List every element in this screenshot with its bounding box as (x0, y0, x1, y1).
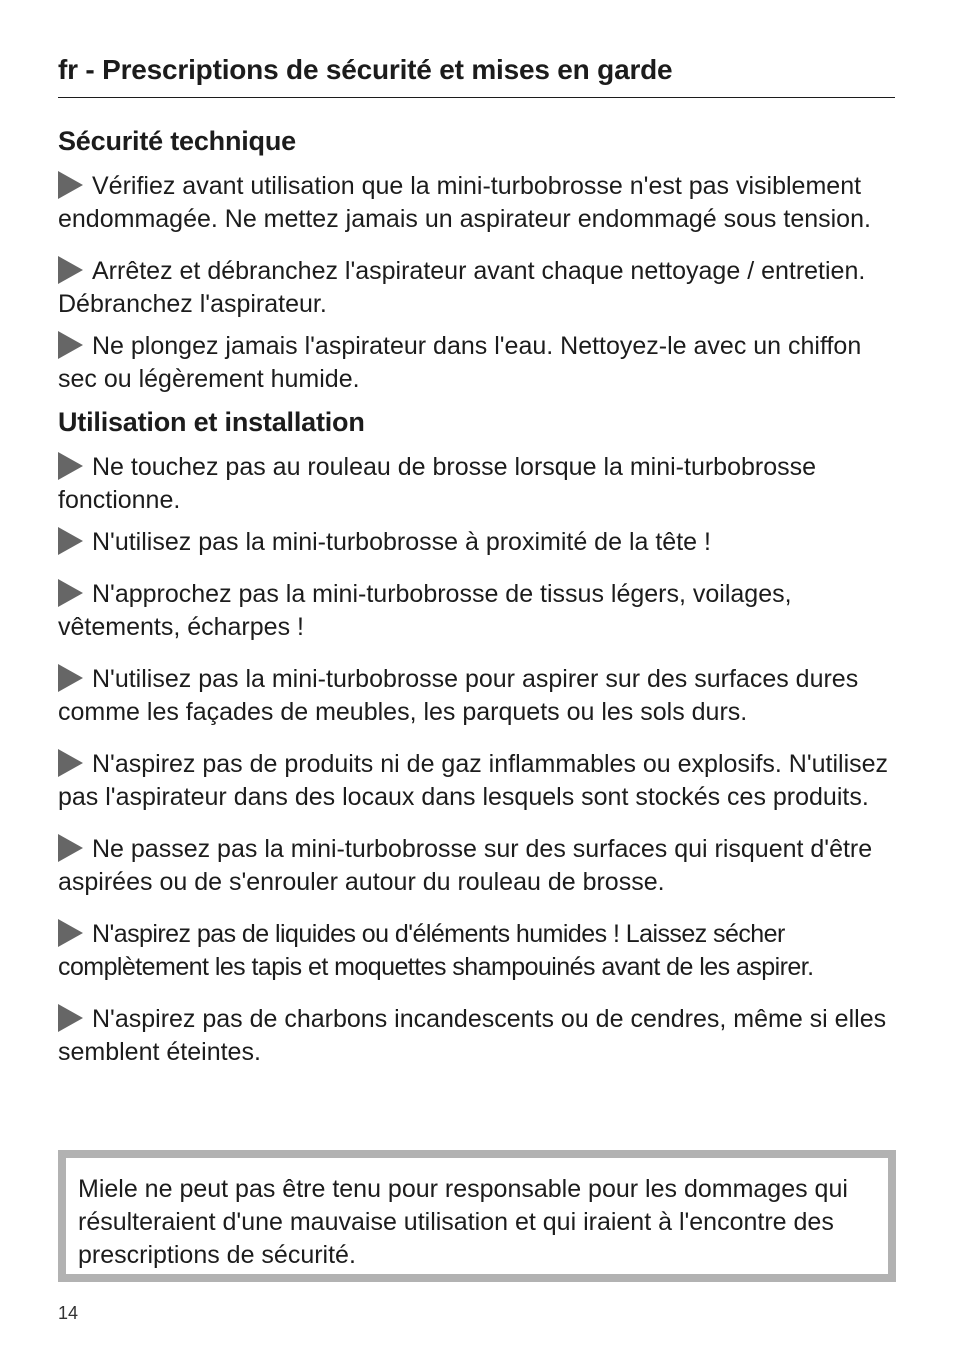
safety-item (58, 578, 896, 644)
safety-item-text: Arrêtez et débranchez l'aspirateur avant chaque nettoyage / entretien. Débranchez l'aspirateur. (58, 257, 866, 318)
triangle-arrow-icon (58, 527, 83, 555)
safety-item-text: Vérifiez avant utilisation que la mini-turbobrosse n'est pas visiblement endommagée. Ne mettez jamais un aspirateur endommagé sous tension. (58, 172, 871, 233)
triangle-arrow-icon (58, 331, 83, 359)
safety-item (58, 833, 896, 899)
safety-item (58, 170, 896, 236)
safety-item (58, 663, 896, 729)
triangle-arrow-icon (58, 1004, 83, 1032)
safety-item (58, 1003, 896, 1069)
page-content (58, 124, 896, 1088)
safety-item-text: N'approchez pas la mini-turbobrosse de tissus légers, voilages, vêtements, écharpes ! (58, 580, 792, 641)
section-title-usage-installation: Utilisation et installation (58, 407, 365, 437)
safety-item-text: N'aspirez pas de produits ni de gaz inflammables ou explosifs. N'utilisez pas l'aspirateur dans des locaux dans lesquels sont stockés ces produits. (58, 750, 889, 811)
safety-item-text: N'aspirez pas de liquides ou d'éléments humides ! Laissez sécher complètement les tapis et moquettes shampouinés avant de les aspirer. (58, 920, 814, 981)
safety-item (58, 451, 896, 517)
safety-item-text: N'aspirez pas de charbons incandescents ou de cendres, même si elles semblent éteintes. (58, 1005, 887, 1066)
liability-notice-text: Miele ne peut pas être tenu pour responsable pour les dommages qui résulteraient d'une mauvaise utilisation et qui iraient à l'encontre des prescriptions de sécurité. (78, 1175, 848, 1269)
safety-item-text: Ne plongez jamais l'aspirateur dans l'eau. Nettoyez-le avec un chiffon sec ou légèrement humide. (58, 332, 862, 393)
triangle-arrow-icon (58, 664, 83, 692)
section-title-technical-safety: Sécurité technique (58, 126, 296, 156)
triangle-arrow-icon (58, 171, 83, 199)
safety-item (58, 526, 896, 559)
triangle-arrow-icon (58, 256, 83, 284)
page-title: fr - Prescriptions de sécurité et mises en garde (58, 52, 895, 98)
triangle-arrow-icon (58, 749, 83, 777)
safety-item-text: N'utilisez pas la mini-turbobrosse pour aspirer sur des surfaces dures comme les façades de meubles, les parquets ou les sols durs. (58, 665, 859, 726)
page-number: 14 (58, 1303, 79, 1323)
liability-notice-box (58, 1150, 896, 1282)
safety-item (58, 918, 896, 984)
safety-item (58, 748, 896, 814)
safety-item (58, 330, 896, 396)
safety-item (58, 255, 896, 321)
triangle-arrow-icon (58, 834, 83, 862)
safety-item-text: Ne touchez pas au rouleau de brosse lorsque la mini-turbobrosse fonctionne. (58, 453, 817, 514)
triangle-arrow-icon (58, 919, 83, 947)
triangle-arrow-icon (58, 452, 83, 480)
safety-item-text: N'utilisez pas la mini-turbobrosse à proximité de la tête ! (92, 528, 711, 556)
safety-item-text: Ne passez pas la mini-turbobrosse sur des surfaces qui risquent d'être aspirées ou de s'enrouler autour du rouleau de brosse. (58, 835, 873, 896)
triangle-arrow-icon (58, 579, 83, 607)
